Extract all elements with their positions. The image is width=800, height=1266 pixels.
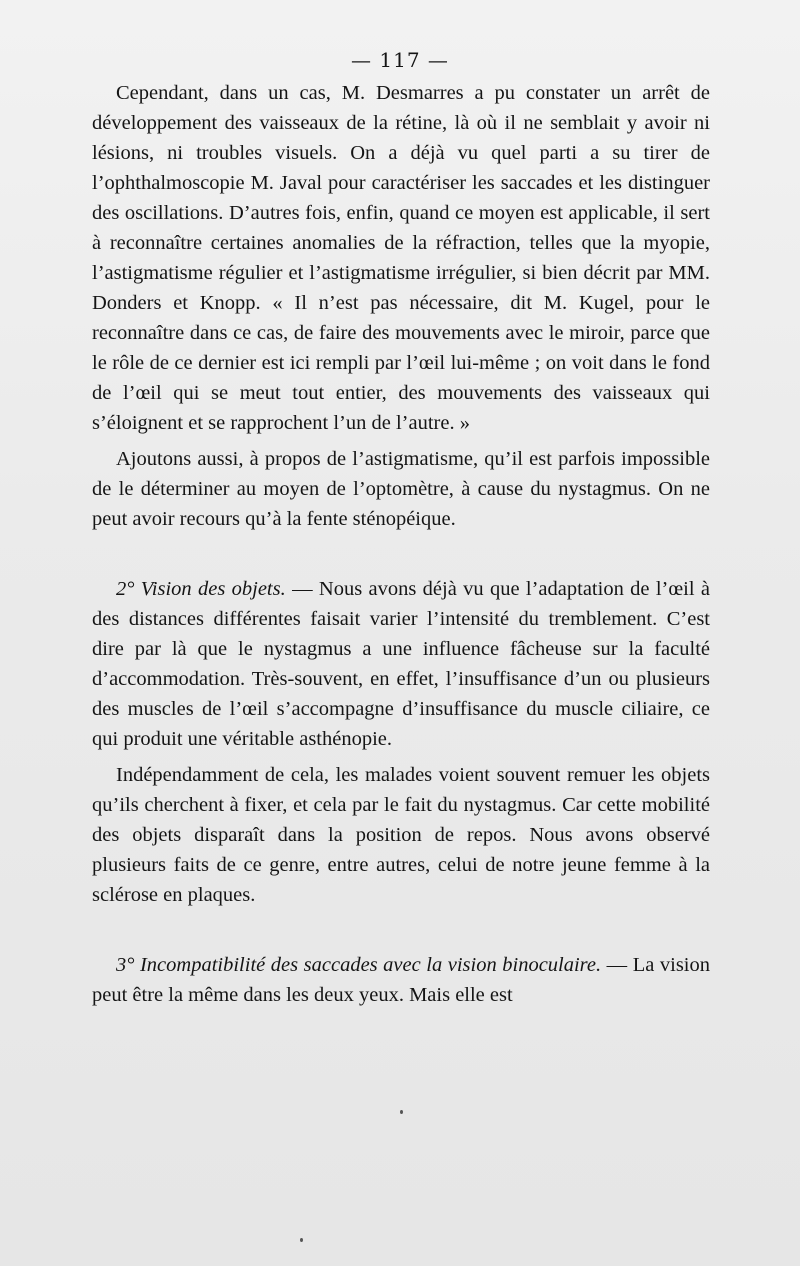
page-number: — 117 — [351,48,449,72]
section-heading: 2° Vision des objets. [116,578,286,600]
paragraph-ophthalmoscopy [92,78,710,438]
paragraph-text: Cependant, dans un cas, M. Desmarres a pu constater un arrêt de développement des vaisseaux de la rétine, là où il ne semblait y avoir ni lésions, ni troubles visuels. On a déjà vu quel parti a su tirer de l’ophthalmoscopie M. Javal pour caractériser les saccades et les distinguer des oscillations. D’autres fois, enfin, quand ce moyen est applicable, il sert à reconnaître certaines anomalies de la réfraction, telles que la myopie, l’astigmatisme régulier et l’astigmatisme irrégulier, si bien décrit par MM. Donders et Knopp. « Il n’est pas nécessaire, dit M. Kugel, pour le reconnaître dans ce cas, de faire des mouvements avec le miroir, parce que le rôle de ce dernier est ici rempli par l’œil lui-même ; on voit dans le fond de l’œil qui se meut tout entier, des mouvements des vaisseaux qui s’éloignent et se rapprochent l’un de l’autre. » [92,82,710,434]
paragraph-astigmatism [92,444,710,534]
paragraph-mobilite-objets [92,760,710,910]
print-speck [300,1238,303,1242]
section-heading: 3° Incompatibilité des saccades avec la vision binoculaire. [116,954,602,976]
body-text [92,78,710,1010]
paragraph-text: Indépendamment de cela, les malades voient souvent remuer les objets qu’ils cherchent à fixer, et cela par le fait du nystagmus. Car cette mobilité des objets disparaît dans la position de repos. Nous avons observé plusieurs faits de ce genre, entre autres, celui de notre jeune femme à la sclérose en plaques. [92,764,710,906]
paragraph-incompatibilite [92,950,710,1010]
paragraph-text: — La vision peut être la même dans les deux yeux. Mais elle est [92,954,710,1006]
paragraph-text: Ajoutons aussi, à propos de l’astigmatisme, qu’il est parfois impossible de le déterminer au moyen de l’optomètre, à cause du nystagmus. On ne peut avoir recours qu’à la fente sténopéique. [92,448,710,530]
paragraph-vision-des-objets [92,574,710,754]
paragraph-text: — Nous avons déjà vu que l’adaptation de l’œil à des distances différentes faisait varier l’intensité du tremblement. C’est dire par là que le nystagmus a une influence fâcheuse sur la faculté d’accommodation. Très-souvent, en effet, l’insuffisance d’un ou plusieurs des muscles de l’œil s’accompagne d’insuffisance du muscle ciliaire, ce qui produit une véritable asthénopie. [92,578,710,750]
print-speck [400,1110,403,1114]
